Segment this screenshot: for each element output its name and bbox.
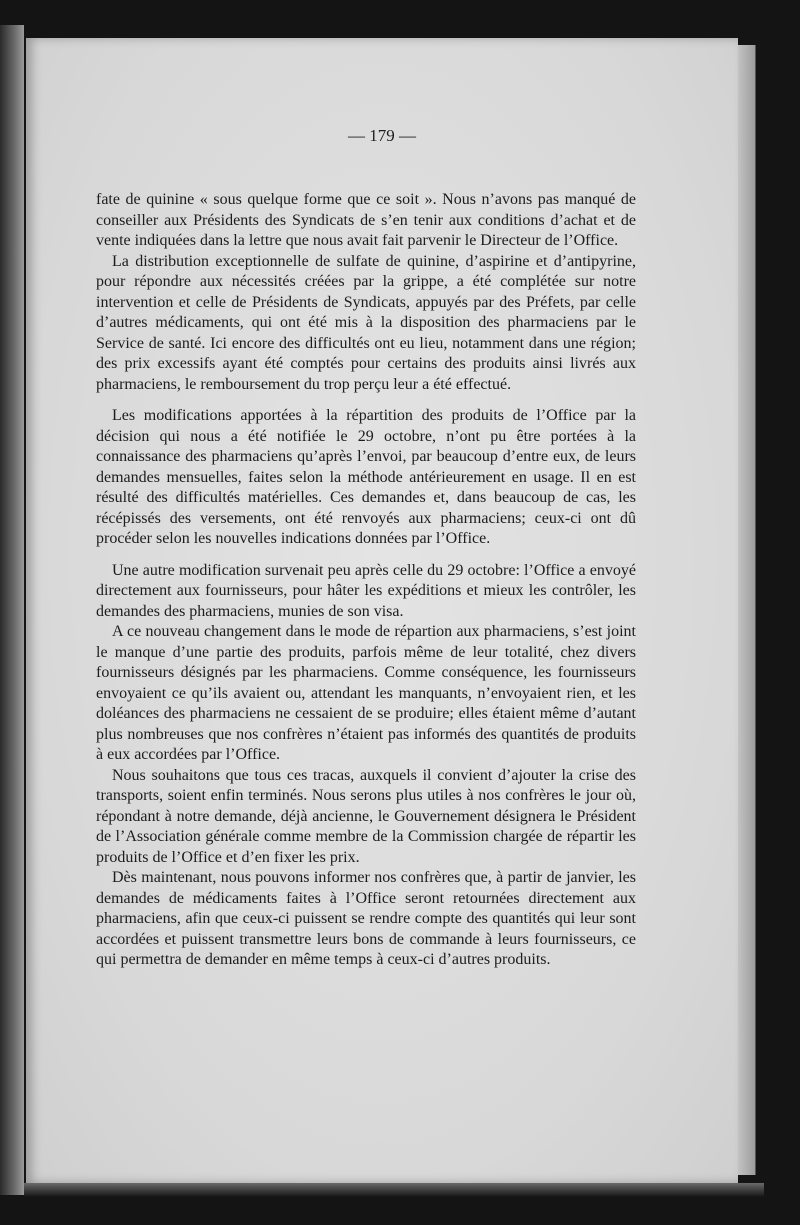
page-number: — 179 — [348,126,416,145]
page-edge-stack [735,45,756,1175]
paragraph: Nous souhaitons que tous ces tracas, auxquels il convient d’ajouter la crise des transports, soient enfin terminés. Nous serons plus utiles à nos confrères le jour où, répondant à notre demande, déjà ancienne, le Gouvernement désignera le Président de l’Association générale comme membre de la Commission chargée de répartir les produits de l’Office et d’en fixer les prix. [96,766,636,866]
paragraph: Une autre modification survenait peu après celle du 29 octobre: l’Office a envoyé directement aux fournisseurs, pour hâter les expéditions et mieux les contrôler, les demandes des pharmaciens, munies de son visa. [96,561,636,620]
book-spine [0,25,24,1195]
paragraph: fate de quinine « sous quelque forme que ce soit ». Nous n’avons pas manqué de conseiller aux Présidents des Syndicats de s’en tenir aux conditions d’achat et de vente indiquées dans la lettre que nous avait fait parvenir le Directeur de l’Office. [96,191,636,249]
paragraph: A ce nouveau changement dans le mode de répartion aux pharmaciens, s’est joint le manque d’une partie des produits, parfois même de leur totalité, chez divers fournisseurs désignés par les pharmaciens. Comme conséquence, les fournisseurs envoyaient ce qu’ils avaient ou, attendant les manquants, n’envoyaient rien, et les doléances des pharmaciens ne cessaient de se produire; elles étaient même d’autant plus nombreuses que nos confrères n’étaient pas informés des quantités de produits à eux accordées par l’Office. [96,623,636,763]
body-text [96,190,636,971]
paragraph: Dès maintenant, nous pouvons informer nos confrères que, à partir de janvier, les demandes de médicaments faites à l’Office seront retournées directement aux pharmaciens, afin que ceux-ci puissent se rendre compte des quantités qui leur sont accordées et puissent transmettre leurs bons de commande à leurs fournisseurs, ce qui permettra de demander en même temps à ceux-ci d’autres produits. [96,869,636,968]
book-page [26,38,738,1183]
page-bottom-shadow [24,1183,764,1197]
paragraph: La distribution exceptionnelle de sulfate de quinine, d’aspirine et d’antipyrine, pour répondre aux nécessités créées par la grippe, a été complétée sur notre intervention et celle de Présidents de Syndicats, appuyés par des Préfets, par celle d’autres médicaments, qui ont été mis à la disposition des pharmaciens par le Service de santé. Ici encore des difficultés ont eu lieu, notamment dans une région; des prix excessifs ayant été comptés pour certains des produits ainsi livrés aux pharmaciens, le remboursement du trop perçu leur a été effectué. [96,252,636,393]
paragraph: Les modifications apportées à la répartition des produits de l’Office par la décision qui nous a été notifiée le 29 octobre, n’ont pu être portées à la connaissance des pharmaciens qu’après l’envoi, par beaucoup d’entre eux, de leurs demandes mensuelles, faites selon la méthode antérieurement en usage. Il en est résulté des difficultés matérielles. Ces demandes et, dans beaucoup de cas, les récépissés des versements, ont été renvoyés aux pharmaciens; ceux-ci ont dû procéder selon les nouvelles indications données par l’Office. [96,407,636,547]
